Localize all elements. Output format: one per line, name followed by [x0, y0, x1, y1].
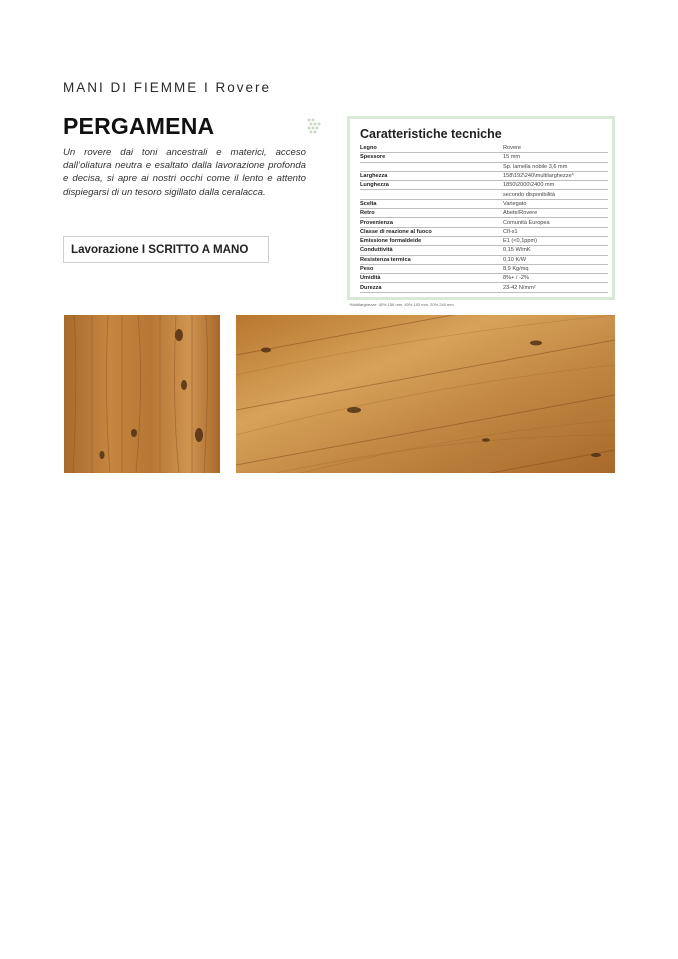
spec-row — [360, 153, 608, 162]
spec-label — [360, 190, 503, 199]
spec-label: Emissione formaldeide — [360, 236, 503, 245]
spec-label: Provenienza — [360, 218, 503, 227]
spec-row — [360, 171, 608, 180]
product-description: Un rovere dai toni ancestrali e materici, acceso dall’oliatura neutra e esaltato dalla lavorazione profonda e decisa, si apre ai nostri occhi come il lento e attento dispiegarsi di un tesoro sigillato dalla ceralacca. — [63, 147, 306, 198]
spec-row — [360, 218, 608, 227]
spec-value: E1 (<0,1ppm) — [503, 236, 608, 245]
spec-value: Cfl-s1 — [503, 227, 608, 236]
spec-row — [360, 236, 608, 245]
spec-row — [360, 255, 608, 264]
spec-label: Classe di reazione al fuoco — [360, 227, 503, 236]
spec-row — [360, 199, 608, 208]
spec-label: Legno — [360, 144, 503, 153]
spec-value: Variegato — [503, 199, 608, 208]
spec-label: Conduttività — [360, 246, 503, 255]
wood-photo-floor — [236, 315, 615, 473]
spec-row — [360, 264, 608, 273]
spec-label: Resistenza termica — [360, 255, 503, 264]
dots-pattern-icon — [306, 117, 324, 135]
spec-label: Umidità — [360, 274, 503, 283]
spec-label: Durezza — [360, 283, 503, 292]
spec-label: Retro — [360, 209, 503, 218]
spec-label: Lunghezza — [360, 181, 503, 190]
spec-label: Scelta — [360, 199, 503, 208]
spec-value: Comunità Europea — [503, 218, 608, 227]
spec-value: 158\192\240\multilarghezze* — [503, 171, 608, 180]
lavorazione-box: Lavorazione I SCRITTO A MANO — [63, 236, 269, 263]
spec-row — [360, 246, 608, 255]
spec-value: 0,15 W/mK — [503, 246, 608, 255]
spec-row — [360, 162, 608, 171]
spec-label — [360, 162, 503, 171]
spec-row — [360, 181, 608, 190]
spec-row — [360, 283, 608, 292]
spec-value: Rovere — [503, 144, 608, 153]
spec-row — [360, 209, 608, 218]
brand-line: MANI DI FIEMME I Rovere — [63, 80, 272, 95]
spec-row — [360, 190, 608, 199]
spec-value: secondo disponibilità — [503, 190, 608, 199]
spec-value: 8,9 Kg/mq — [503, 264, 608, 273]
spec-row — [360, 274, 608, 283]
spec-value: 0,10 K/W — [503, 255, 608, 264]
spec-row — [360, 227, 608, 236]
spec-value: 1850\2000\2400 mm — [503, 181, 608, 190]
spec-value: Sp. lamella nobile 3,6 mm — [503, 162, 608, 171]
spec-title: Caratteristiche tecniche — [360, 127, 502, 141]
spec-value: Abete/Rovere — [503, 209, 608, 218]
spec-label: Larghezza — [360, 171, 503, 180]
spec-value: 23-42 N/mm² — [503, 283, 608, 292]
spec-panel — [347, 116, 615, 300]
spec-value: 15 mm — [503, 153, 608, 162]
spec-value: 8%+ / -2% — [503, 274, 608, 283]
spec-footnote: *Multilarghezze: 40% 158 mm, 40% 192 mm, 20% 240 mm — [349, 302, 454, 307]
wood-photo-vertical — [64, 315, 220, 473]
page-title: PERGAMENA — [63, 113, 215, 139]
spec-label: Peso — [360, 264, 503, 273]
spec-label: Spessore — [360, 153, 503, 162]
spec-row — [360, 144, 608, 153]
spec-table — [360, 144, 608, 293]
